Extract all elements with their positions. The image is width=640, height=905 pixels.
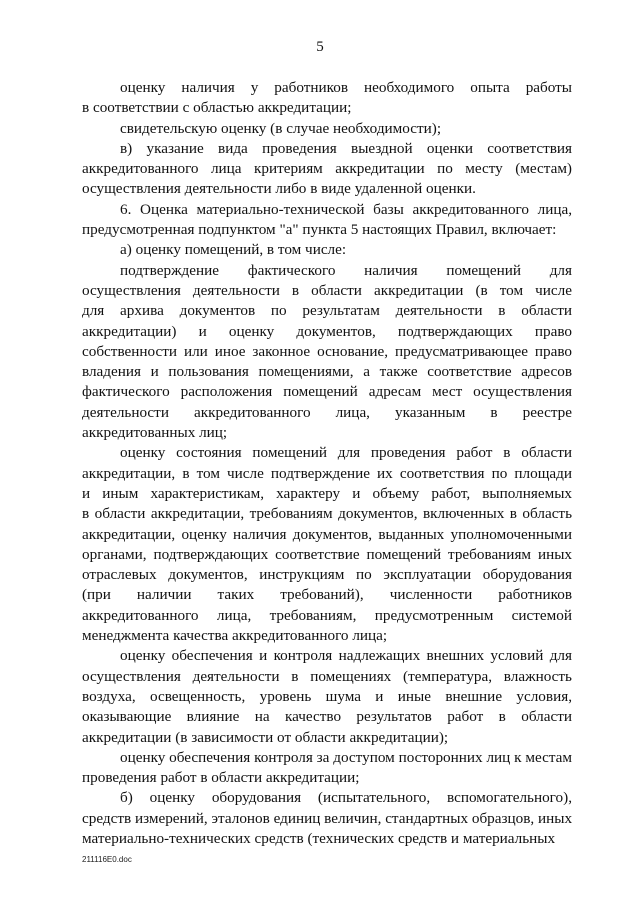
text-line: менеджмента качества аккредитованного лица; — [82, 627, 388, 645]
footer-file-code: 211116E0.doc — [82, 855, 132, 864]
text-line: оказывающие влияние на качество результатов работ в области — [82, 708, 572, 726]
text-line: оценку обеспечения контроля за доступом посторонних лиц к местам — [120, 748, 572, 766]
text-line: отраслевых документов, инструкциям по эксплуатации оборудования — [82, 566, 572, 584]
document-body — [82, 78, 572, 849]
text-line: осуществления деятельности в помещениях (температура, влажность — [82, 667, 572, 685]
text-line: материально-технических средств (технических средств и материальных — [82, 829, 556, 847]
text-line: осуществления деятельности либо в виде удаленной оценки. — [82, 180, 476, 198]
text-line: аккредитации (в зависимости от области аккредитации); — [82, 728, 449, 746]
text-line: аккредитованных лиц; — [82, 424, 228, 442]
page-number: 5 — [316, 39, 324, 55]
text-line: и иным характеристикам, характеру и объему работ, выполняемых — [82, 484, 572, 502]
paragraph — [82, 139, 572, 200]
text-line: осуществления деятельности в области аккредитации (в том числе — [82, 281, 572, 299]
text-line: оценку наличия у работников необходимого опыта работы — [120, 79, 572, 96]
text-line: проведения работ в области аккредитации; — [82, 769, 360, 787]
text-line: аккредитации, оценку наличия документов, выданных уполномоченными — [82, 525, 572, 543]
text-line: б) оценку оборудования (испытательного, вспомогательного), — [120, 789, 572, 807]
text-line: аккредитованного лица критериям аккредитации по месту (местам) — [82, 160, 572, 178]
text-line: деятельности аккредитованного лица, указанным в реестре — [82, 403, 572, 421]
paragraph — [82, 646, 572, 747]
paragraph — [82, 788, 572, 849]
text-line: фактического расположения помещений адресам мест осуществления — [82, 383, 572, 401]
text-line: воздуха, освещенность, уровень шума и иные внешние условия, — [82, 687, 572, 705]
text-line: средств измерений, эталонов единиц величин, стандартных образцов, иных — [82, 809, 573, 827]
paragraph — [82, 119, 572, 139]
text-line: (при наличии таких требований), численности работников — [82, 586, 572, 604]
text-line: в области аккредитации, требованиям документов, включенных в область — [82, 505, 572, 523]
text-line: оценку обеспечения и контроля надлежащих внешних условий для — [120, 647, 572, 665]
text-line: а) оценку помещений, в том числе: — [120, 241, 347, 259]
paragraph — [82, 443, 572, 646]
text-line: аккредитованного лица, требованиям, предусмотренным системой — [82, 606, 572, 624]
text-line: в соответствии с областью аккредитации; — [82, 99, 352, 117]
paragraph — [82, 240, 572, 260]
text-line: 6. Оценка материально-технической базы аккредитованного лица, — [120, 200, 572, 218]
text-line: владения и пользования помещениями, а также соответствие адресов — [82, 363, 572, 381]
text-line: собственности или иное законное основание, предусматривающее право — [82, 342, 572, 360]
paragraph — [82, 200, 572, 241]
paragraph — [82, 748, 572, 789]
text-line: оценку состояния помещений для проведения работ в области — [120, 444, 572, 462]
text-line: в) указание вида проведения выездной оценки соответствия — [120, 139, 572, 157]
text-line: подтверждение фактического наличия помещений для — [120, 261, 572, 279]
text-line: органами, подтверждающих соответствие помещений требованиям иных — [82, 545, 572, 563]
paragraph — [82, 261, 572, 444]
text-line: аккредитации) и оценку документов, подтверждающих право — [82, 322, 572, 340]
text-line: свидетельскую оценку (в случае необходимости); — [120, 119, 442, 137]
paragraph — [82, 78, 572, 119]
text-line: предусмотренная подпунктом "а" пункта 5 настоящих Правил, включает: — [82, 221, 557, 239]
text-line: для архива документов по результатам деятельности в области — [82, 302, 572, 320]
text-line: аккредитации, в том числе подтверждение их соответствия по площади — [82, 464, 572, 482]
